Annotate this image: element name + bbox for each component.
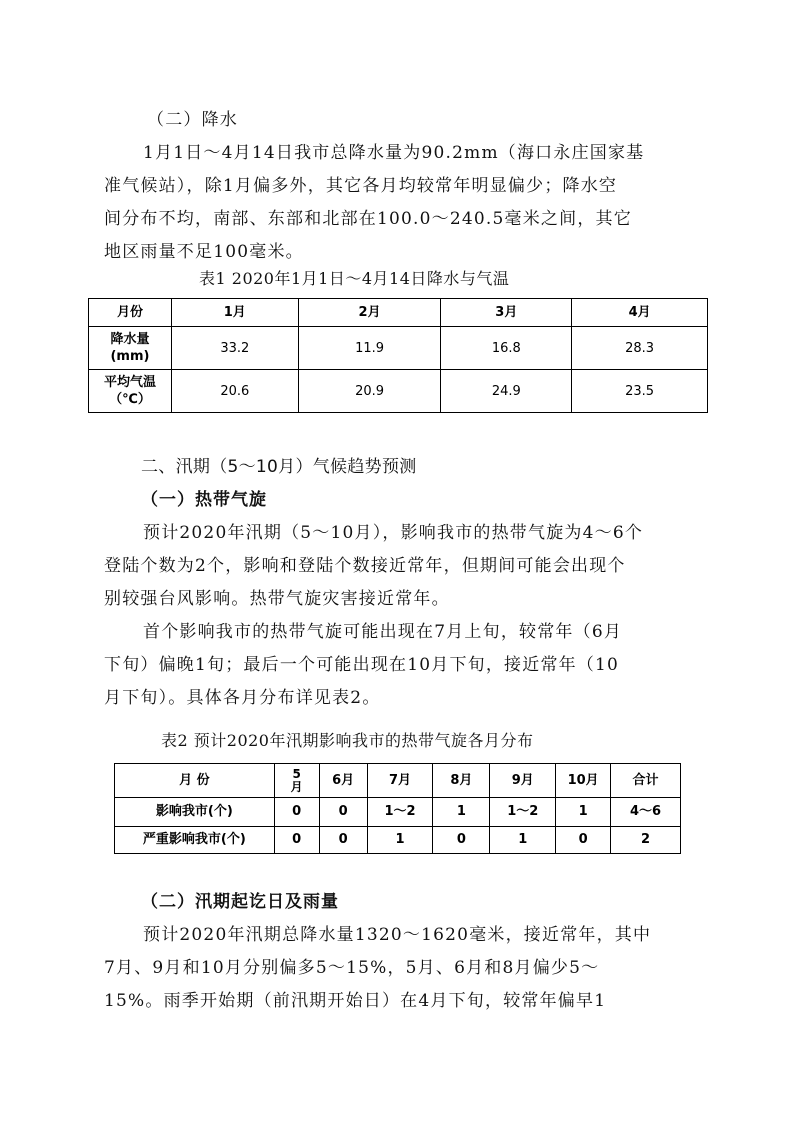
table1-cell: 33.2	[171, 327, 298, 370]
paragraph-line: 下旬）偏晚1旬；最后一个可能出现在10月下旬，接近常年（10	[104, 655, 620, 675]
table2-cell: 1～2	[367, 798, 433, 827]
table1-row-label	[89, 370, 172, 413]
row-label-line2: (mm)	[110, 349, 150, 364]
table2-header-cell: 8月	[433, 764, 490, 798]
section-heading-precipitation: （二）降水	[147, 110, 238, 130]
paragraph-line: 15%。雨季开始期（前汛期开始日）在4月下旬，较常年偏早1	[104, 991, 607, 1011]
table1-cell: 16.8	[441, 327, 572, 370]
table2-cell: 1	[556, 798, 611, 827]
table2-cell: 1～2	[490, 798, 556, 827]
paragraph-line: 月下旬）。具体各月分布详见表2。	[104, 688, 381, 708]
table-row	[115, 827, 681, 854]
table1-row-label	[89, 327, 172, 370]
table2-header-cell: 9月	[490, 764, 556, 798]
table2-cell: 4～6	[611, 798, 681, 827]
table2-cell: 2	[611, 827, 681, 854]
table2-header-cell: 10月	[556, 764, 611, 798]
section-heading-flood-forecast: 二、汛期（5～10月）气候趋势预测	[141, 457, 417, 477]
table1-cell: 20.6	[171, 370, 298, 413]
table2	[114, 763, 681, 854]
table2-header-cell: 7月	[367, 764, 433, 798]
table1-header-cell: 4月	[572, 299, 708, 327]
table-row	[89, 370, 708, 413]
table2-cell: 0	[433, 827, 490, 854]
table-row	[89, 327, 708, 370]
table1-cell: 20.9	[298, 370, 441, 413]
table2-cell: 1	[367, 827, 433, 854]
table2-cell: 0	[319, 827, 367, 854]
paragraph-line: 地区雨量不足100毫米。	[104, 242, 304, 262]
subsection-heading-flood-period: （二）汛期起讫日及雨量	[141, 892, 339, 912]
table2-row-label: 影响我市(个)	[115, 798, 275, 827]
table1-caption: 表1 2020年1月1日～4月14日降水与气温	[199, 269, 510, 288]
table1-header-cell: 1月	[171, 299, 298, 327]
paragraph-line: 首个影响我市的热带气旋可能出现在7月上旬，较常年（6月	[143, 622, 623, 642]
table1-cell: 24.9	[441, 370, 572, 413]
row-label-line1: 降水量	[110, 332, 150, 347]
paragraph-line: 预计2020年汛期（5～10月），影响我市的热带气旋为4～6个	[143, 523, 644, 543]
table2-header-cell: 5月	[274, 764, 319, 798]
table1-cell: 28.3	[572, 327, 708, 370]
table2-cell: 1	[490, 827, 556, 854]
paragraph-line: 登陆个数为2个，影响和登陆个数接近常年，但期间可能会出现个	[104, 556, 626, 576]
paragraph-line: 准气候站），除1月偏多外，其它各月均较常年明显偏少；降水空	[104, 176, 618, 196]
row-label-line2: （℃）	[109, 392, 151, 407]
table-row	[115, 798, 681, 827]
paragraph-line: 间分布不均，南部、东部和北部在100.0～240.5毫米之间，其它	[104, 209, 632, 229]
table1-cell: 23.5	[572, 370, 708, 413]
table2-row-label: 严重影响我市(个)	[115, 827, 275, 854]
table1-header-row	[89, 299, 708, 327]
paragraph-line: 7月、9月和10月分别偏多5～15%，5月、6月和8月偏少5～	[104, 958, 600, 978]
table1-cell: 11.9	[298, 327, 441, 370]
paragraph-line: 别较强台风影响。热带气旋灾害接近常年。	[104, 589, 450, 609]
table2-header-cell: 6月	[319, 764, 367, 798]
subsection-heading-cyclone: （一）热带气旋	[141, 490, 267, 510]
table2-cell: 0	[319, 798, 367, 827]
table2-cell: 1	[433, 798, 490, 827]
table1-header-cell: 2月	[298, 299, 441, 327]
table2-cell: 0	[556, 827, 611, 854]
table2-header-cell: 合计	[611, 764, 681, 798]
table1	[88, 298, 708, 413]
table1-header-cell: 3月	[441, 299, 572, 327]
table2-header-cell: 月 份	[115, 764, 275, 798]
table2-cell: 0	[274, 827, 319, 854]
row-label-line1: 平均气温	[103, 375, 156, 390]
table1-header-cell: 月份	[89, 299, 172, 327]
table2-cell: 0	[274, 798, 319, 827]
paragraph-line: 预计2020年汛期总降水量1320～1620毫米，接近常年，其中	[143, 925, 652, 945]
table2-caption: 表2 预计2020年汛期影响我市的热带气旋各月分布	[161, 731, 534, 750]
table2-header-row	[115, 764, 681, 798]
paragraph-line: 1月1日～4月14日我市总降水量为90.2mm（海口永庄国家基	[143, 143, 645, 163]
